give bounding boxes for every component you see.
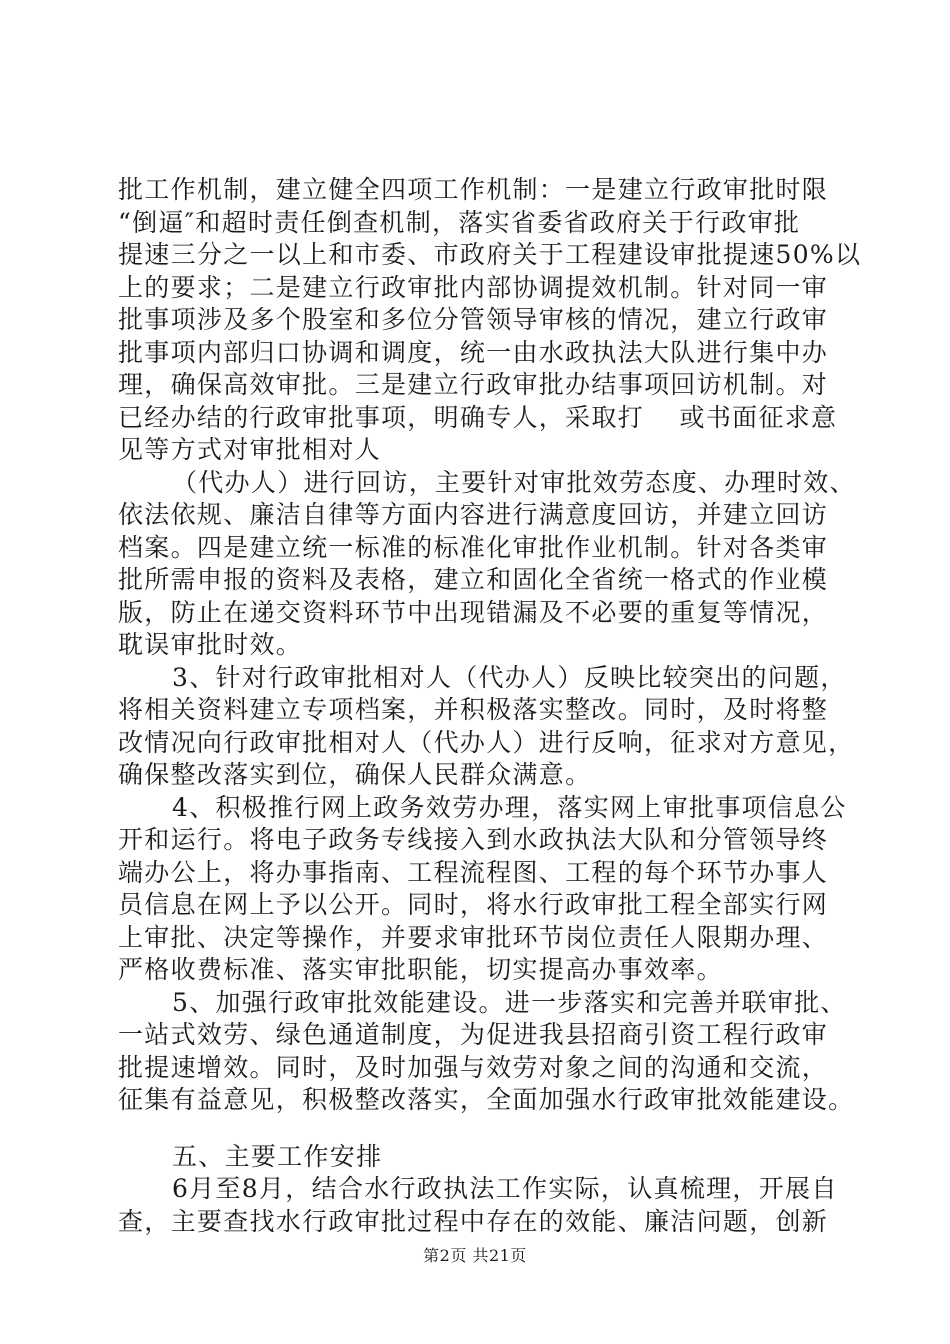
text-line: 提速三分之一以上和市委、市政府关于工程建设审批提速50%以 <box>118 240 862 269</box>
text-line: 4、积极推行网上政务效劳办理，落实网上审批事项信息公 <box>172 792 847 822</box>
text-line: 依法依规、廉洁自律等方面内容进行满意度回访，并建立回访 <box>118 500 829 529</box>
text-line: 一站式效劳、绿色通道制度，为促进我县招商引资工程行政审 <box>118 1020 829 1049</box>
text-line: 改情况向行政审批相对人（代办人）进行反响，征求对方意见， <box>118 727 855 757</box>
text-line: 见等方式对审批相对人 <box>118 435 382 464</box>
text-line: 征集有益意见，积极整改落实，全面加强水行政审批效能建设。 <box>118 1085 855 1114</box>
text-line: 确保整改落实到位，确保人民群众满意。 <box>118 760 592 789</box>
paragraph-gap <box>118 1117 838 1141</box>
text-line: 开和运行。将电子政务专线接入到水政执法大队和分管领导终 <box>118 825 829 854</box>
text-line: 批事项内部归口协调和调度，统一由水政执法大队进行集中办 <box>118 337 829 367</box>
text-line: 已经办结的行政审批事项，明确专人，采取打 或书面征求意 <box>118 402 838 432</box>
text-line: 3、针对行政审批相对人（代办人）反映比较突出的问题， <box>172 662 847 692</box>
text-line: 批事项涉及多个股室和多位分管领导审核的情况，建立行政审 <box>118 305 829 334</box>
text-line: 批提速增效。同时，及时加强与效劳对象之间的沟通和交流， <box>118 1052 829 1082</box>
text-line: 批所需申报的资料及表格，建立和固化全省统一格式的作业模 <box>118 565 829 594</box>
text-line: 员信息在网上予以公开。同时，将水行政审批工程全部实行网 <box>118 890 829 919</box>
text-line: 端办公上，将办事指南、工程流程图、工程的每个环节办事人 <box>118 857 829 887</box>
text-line: 将相关资料建立专项档案，并积极落实整改。同时，及时将整 <box>118 695 829 724</box>
text-line: 5、加强行政审批效能建设。进一步落实和完善并联审批、 <box>172 987 847 1017</box>
text-line: 上的要求；二是建立行政审批内部协调提效机制。针对同一审 <box>118 272 829 302</box>
text-line: 查，主要查找水行政审批过程中存在的效能、廉洁问题，创新 <box>118 1206 829 1236</box>
text-line: 批工作机制，建立健全四项工作机制：一是建立行政审批时限 <box>118 175 829 204</box>
text-line: 上审批、决定等操作，并要求审批环节岗位责任人限期办理、 <box>118 922 829 952</box>
text-line: 五、主要工作安排 <box>172 1141 383 1171</box>
text-line: （代办人）进行回访，主要针对审批效劳态度、办理时效、 <box>172 467 856 497</box>
page-footer: 第2页 共21页 <box>423 1246 527 1265</box>
text-line: “倒逼″和超时责任倒查机制，落实省委省政府关于行政审批 <box>118 207 801 237</box>
text-line: 耽误审批时效。 <box>118 630 303 659</box>
text-line: 理，确保高效审批。三是建立行政审批办结事项回访机制。对 <box>118 370 829 399</box>
document-body <box>118 174 862 1238</box>
text-line: 版，防止在递交资料环节中出现错漏及不必要的重复等情况， <box>118 597 829 627</box>
text-line: 档案。四是建立统一标准的标准化审批作业机制。针对各类审 <box>118 532 829 562</box>
text-line: 6月至8月，结合水行政执法工作实际，认真梳理，开展自 <box>172 1174 838 1203</box>
text-line: 严格收费标准、落实审批职能，切实提高办事效率。 <box>118 955 723 984</box>
